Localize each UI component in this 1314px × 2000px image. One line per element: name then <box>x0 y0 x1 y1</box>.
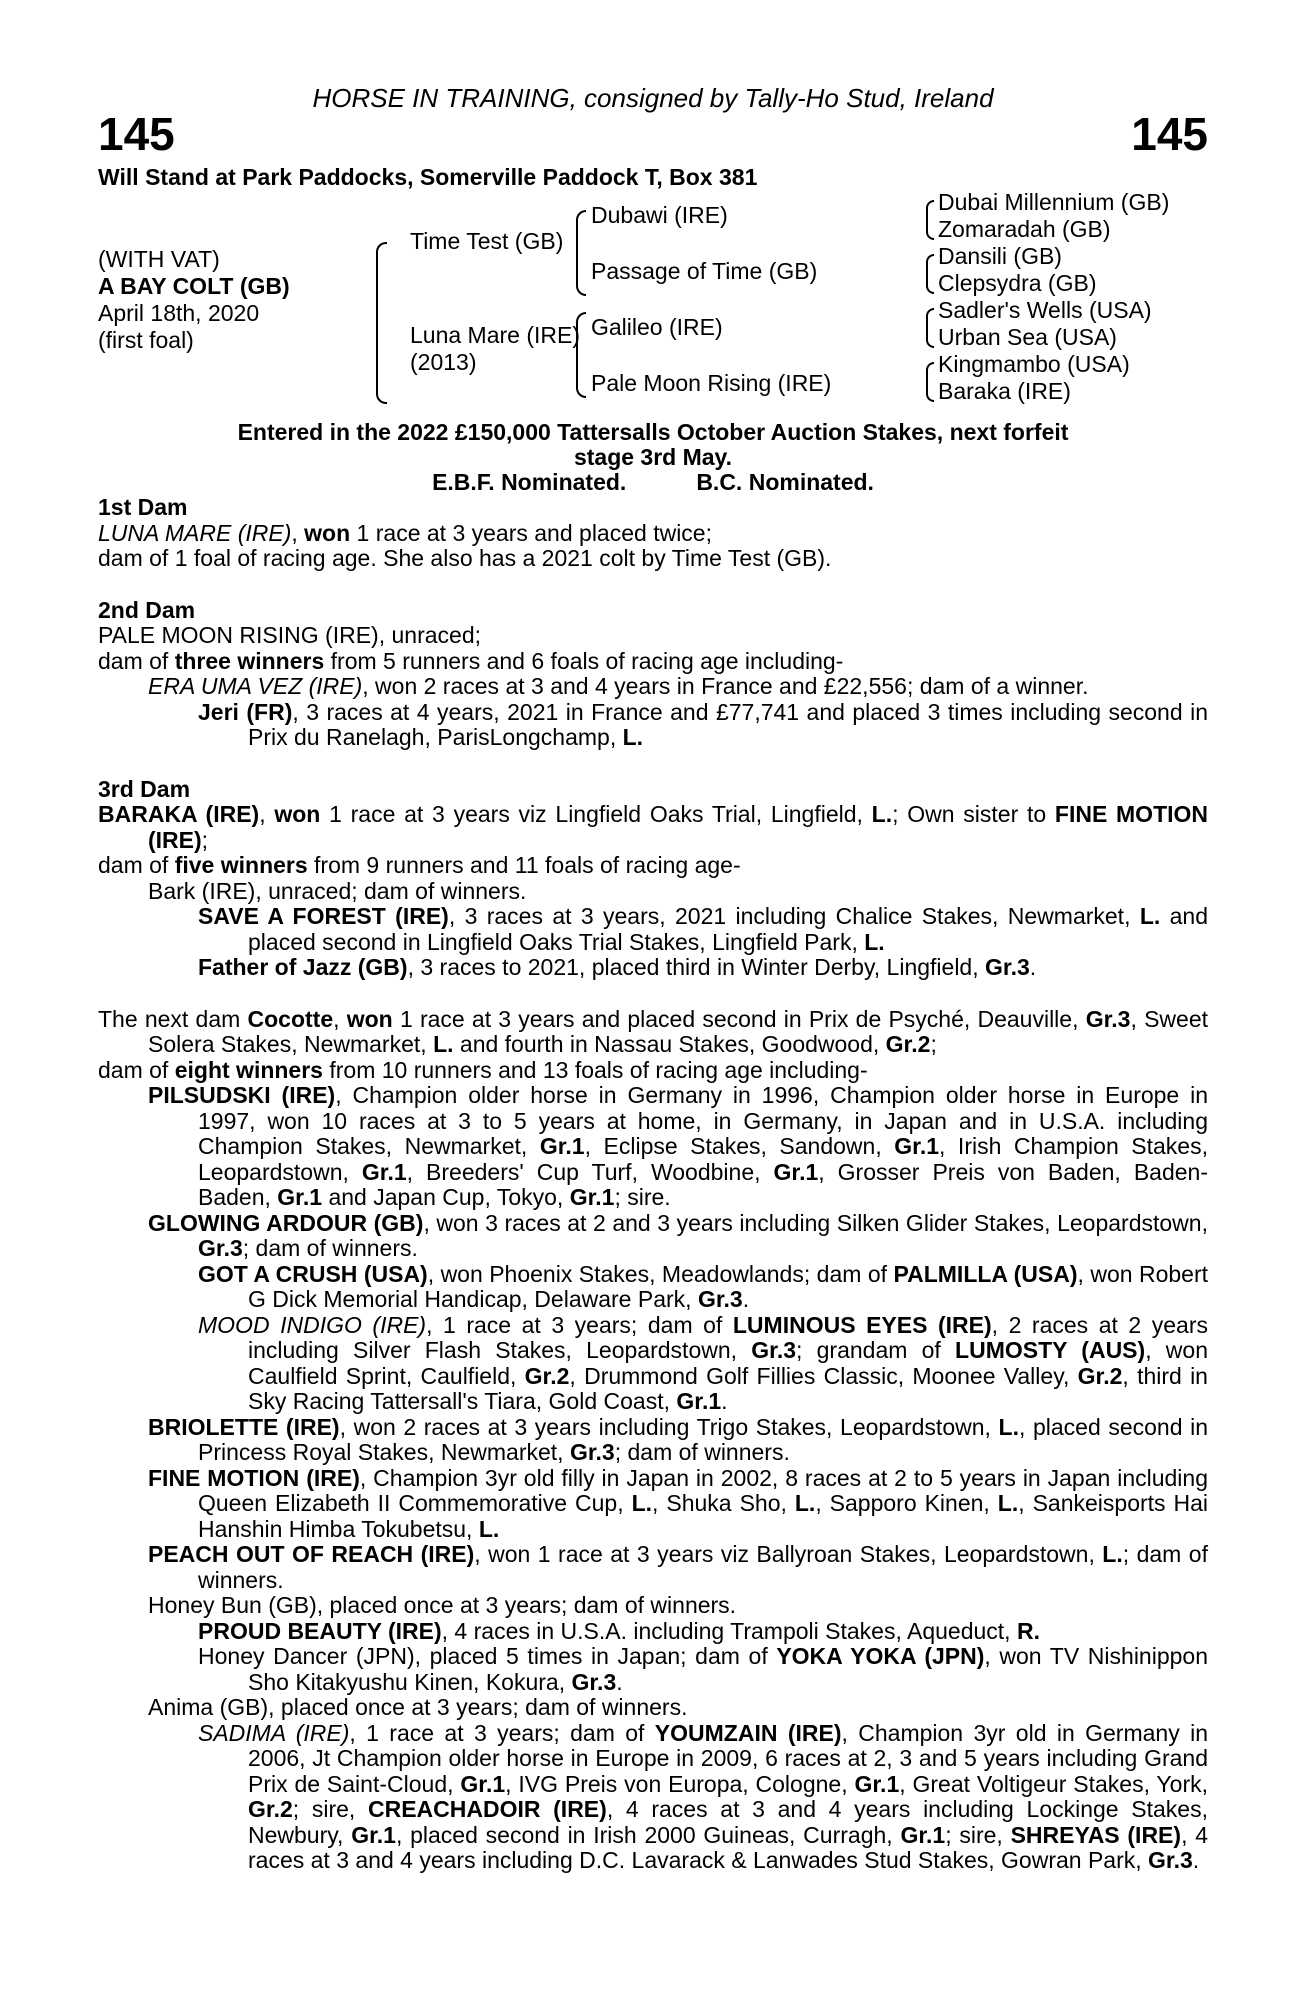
entry-line: stage 3rd May. <box>573 444 733 470</box>
race-record: 1 race at 3 years and placed twice; <box>350 519 712 546</box>
section-heading: 3rd Dam <box>98 775 191 802</box>
gg-dam-1: Zomaradah (GB) <box>938 216 1111 242</box>
dam-dam: Pale Moon Rising (IRE) <box>591 370 832 396</box>
produce-record: dam of three winners from 5 runners and 6 foals of racing age including- <box>98 647 844 674</box>
dam-record: PALE MOON RISING (IRE), unraced; <box>98 622 482 648</box>
produce-entry: PEACH OUT OF REACH (IRE), won 1 race at 3 years viz Ballyroan Stakes, Leopardstown, L.; dam of winners. <box>148 1541 1208 1593</box>
produce-entry: ERA UMA VEZ (IRE), won 2 races at 3 and 4 years in France and £22,556; dam of a winner. <box>148 673 1089 699</box>
produce-entry: PROUD BEAUTY (IRE), 4 races in U.S.A. including Trampoli Stakes, Aqueduct, R. <box>198 1617 1040 1644</box>
nominations <box>98 470 1208 495</box>
produce-record: dam of eight winners from 10 runners and 13 foals of racing age including- <box>98 1056 868 1083</box>
lot-number-row <box>98 108 1208 162</box>
next-dam-section <box>98 1007 1208 1874</box>
pedigree-brace <box>926 200 934 240</box>
won-label: won <box>304 519 351 546</box>
produce-entry: Bark (IRE), unraced; dam of winners. <box>148 877 527 904</box>
produce-entry: Anima (GB), placed once at 3 years; dam of winners. <box>148 1694 688 1720</box>
pedigree-brace <box>926 308 934 348</box>
dam-record: The next dam Cocotte, won 1 race at 3 years and placed second in Prix de Psyché, Deauville, Gr.3, Sweet Solera Stakes, Newmarket, L. and fourth in Nassau Stakes, Goodwood, Gr.2; <box>98 1005 1208 1057</box>
gg-dam-3: Urban Sea (USA) <box>938 324 1117 350</box>
produce-entry: Father of Jazz (GB), 3 races to 2021, placed third in Winter Derby, Lingfield, Gr.3. <box>198 954 1037 980</box>
produce-record: dam of five winners from 9 runners and 11 foals of racing age- <box>98 852 741 878</box>
third-dam-section <box>98 777 1208 981</box>
catalogue-page <box>98 82 1208 1874</box>
gg-dam-2: Clepsydra (GB) <box>938 270 1097 296</box>
lot-number-right: 145 <box>1131 108 1208 160</box>
produce-entry: PILSUDSKI (IRE), Champion older horse in Germany in 1996, Champion older horse in Europe in 1997, won 10 races at 3 to 5 years at home, in Germany, in Japan and in U.S.A. including Champion Stakes, Newmarket, Gr.1, Eclipse Stakes, Sandown, Gr.1, Irish Champion Stakes, Leopardstown, Gr.1, Breeders' Cup Turf, Woodbine, Gr.1, Grosser Preis von Baden, Baden-Baden, Gr.1 and Japan Cup, Tokyo, Gr.1; sire. <box>148 1082 1209 1210</box>
dam-name: LUNA MARE (IRE) <box>98 519 292 546</box>
pedigree-table <box>98 189 1208 416</box>
sire: Time Test (GB) <box>410 228 564 254</box>
produce-entry: Jeri (FR), 3 races at 4 years, 2021 in France and £77,741 and placed 3 times including second in Prix du Ranelagh, ParisLongchamp, L. <box>198 698 1208 750</box>
foaling-date: April 18th, 2020 <box>98 300 260 326</box>
pedigree-brace <box>576 210 586 296</box>
section-heading: 1st Dam <box>98 494 188 520</box>
produce-entry: FINE MOTION (IRE), Champion 3yr old filly in Japan in 2002, 8 races at 2 to 5 years in Japan including Queen Elizabeth II Commemorative Cup, L., Shuka Sho, L., Sapporo Kinen, L., Sankeisports Hai Hanshin Himba Tokubetsu, L. <box>148 1464 1209 1542</box>
produce-entry: BRIOLETTE (IRE), won 2 races at 3 years including Trigo Stakes, Leopardstown, L., placed second in Princess Royal Stakes, Newmarket, Gr.3; dam of winners. <box>148 1413 1208 1465</box>
horse-name: ERA UMA VEZ (IRE) <box>148 673 363 699</box>
produce-entry: Honey Bun (GB), placed once at 3 years; dam of winners. <box>148 1592 737 1618</box>
dam-record: BARAKA (IRE), won 1 race at 3 years viz Lingfield Oaks Trial, Lingfield, L.; Own sister to FINE MOTION (IRE); <box>98 801 1209 853</box>
vat-note: (WITH VAT) <box>98 246 220 272</box>
horse-name: A BAY COLT (GB) <box>98 273 290 299</box>
produce-entry: SAVE A FOREST (IRE), 3 races at 3 years, 2021 including Chalice Stakes, Newmarket, L. and placed second in Lingfield Oaks Trial Stakes, Lingfield Park, L. <box>198 903 1209 955</box>
produce-record: dam of 1 foal of racing age. She also has a 2021 colt by Time Test (GB). <box>98 545 832 571</box>
lot-number-left: 145 <box>98 108 175 160</box>
dam: Luna Mare (IRE) <box>410 322 581 348</box>
pedigree-brace <box>376 242 387 404</box>
dam-year: (2013) <box>410 349 477 375</box>
gg-sire-4: Kingmambo (USA) <box>938 351 1130 377</box>
produce-entry: MOOD INDIGO (IRE), 1 race at 3 years; dam of LUMINOUS EYES (IRE), 2 races at 2 years including Silver Flash Stakes, Leopardstown, Gr.3; grandam of LUMOSTY (AUS), won Caulfield Sprint, Caulfield, Gr.2, Drummond Golf Fillies Classic, Moonee Valley, Gr.2, third in Sky Racing Tattersall's Tiara, Gold Coast, Gr.1. <box>198 1311 1208 1414</box>
horse-name: Jeri (FR) <box>198 698 293 725</box>
produce-entry: GOT A CRUSH (USA), won Phoenix Stakes, Meadowlands; dam of PALMILLA (USA), won Robert G Dick Memorial Handicap, Delaware Park, Gr.3. <box>198 1260 1209 1312</box>
stand-location: Will Stand at Park Paddocks, Somerville Paddock T, Box 381 <box>98 164 758 190</box>
dam-sire: Galileo (IRE) <box>591 314 723 340</box>
consignor-line: HORSE IN TRAINING, consigned by Tally-Ho Stud, Ireland <box>312 83 994 113</box>
pedigree-brace <box>926 362 934 402</box>
bc-nomination: B.C. Nominated. <box>696 469 874 495</box>
ebf-nomination: E.B.F. Nominated. <box>432 469 627 495</box>
gg-sire-2: Dansili (GB) <box>938 243 1062 269</box>
sire-sire: Dubawi (IRE) <box>591 202 728 228</box>
foal-note: (first foal) <box>98 327 194 353</box>
gg-sire-3: Sadler's Wells (USA) <box>938 297 1152 323</box>
produce-entry: Honey Dancer (JPN), placed 5 times in Japan; dam of YOKA YOKA (JPN), won TV Nishinippon Sho Kitakyushu Kinen, Kokura, Gr.3. <box>198 1643 1208 1695</box>
pedigree-brace <box>576 312 586 398</box>
section-heading: 2nd Dam <box>98 596 196 623</box>
race-entries <box>98 420 1208 495</box>
gg-dam-4: Baraka (IRE) <box>938 378 1071 404</box>
gg-sire-1: Dubai Millennium (GB) <box>938 189 1170 215</box>
produce-entry: GLOWING ARDOUR (GB), won 3 races at 2 and 3 years including Silken Glider Stakes, Leopardstown, Gr.3; dam of winners. <box>148 1209 1208 1261</box>
pedigree-brace <box>926 254 934 294</box>
second-dam-section <box>98 598 1208 751</box>
sire-dam: Passage of Time (GB) <box>591 258 818 284</box>
produce-entry: SADIMA (IRE), 1 race at 3 years; dam of YOUMZAIN (IRE), Champion 3yr old in Germany in 2006, Jt Champion older horse in Europe in 2009, 6 races at 2, 3 and 5 years including Grand Prix de Saint-Cloud, Gr.1, IVG Preis von Europa, Cologne, Gr.1, Great Voltigeur Stakes, York, Gr.2; sire, CREACHADOIR (IRE), 4 races at 3 and 4 years including Lockinge Stakes, Newbury, Gr.1, placed second in Irish 2000 Guineas, Curragh, Gr.1; sire, SHREYAS (IRE), 4 races at 3 and 4 years including D.C. Lavarack & Lanwades Stud Stakes, Gowran Park, Gr.3. <box>198 1719 1209 1873</box>
entry-line: Entered in the 2022 £150,000 Tattersalls October Auction Stakes, next forfeit <box>237 419 1069 445</box>
first-dam-section: 1st Dam LUNA MARE (IRE), won 1 race at 3 years and placed twice; dam of 1 foal of racing age. She also has a 2021 colt by Time Test (GB). <box>98 495 1208 572</box>
